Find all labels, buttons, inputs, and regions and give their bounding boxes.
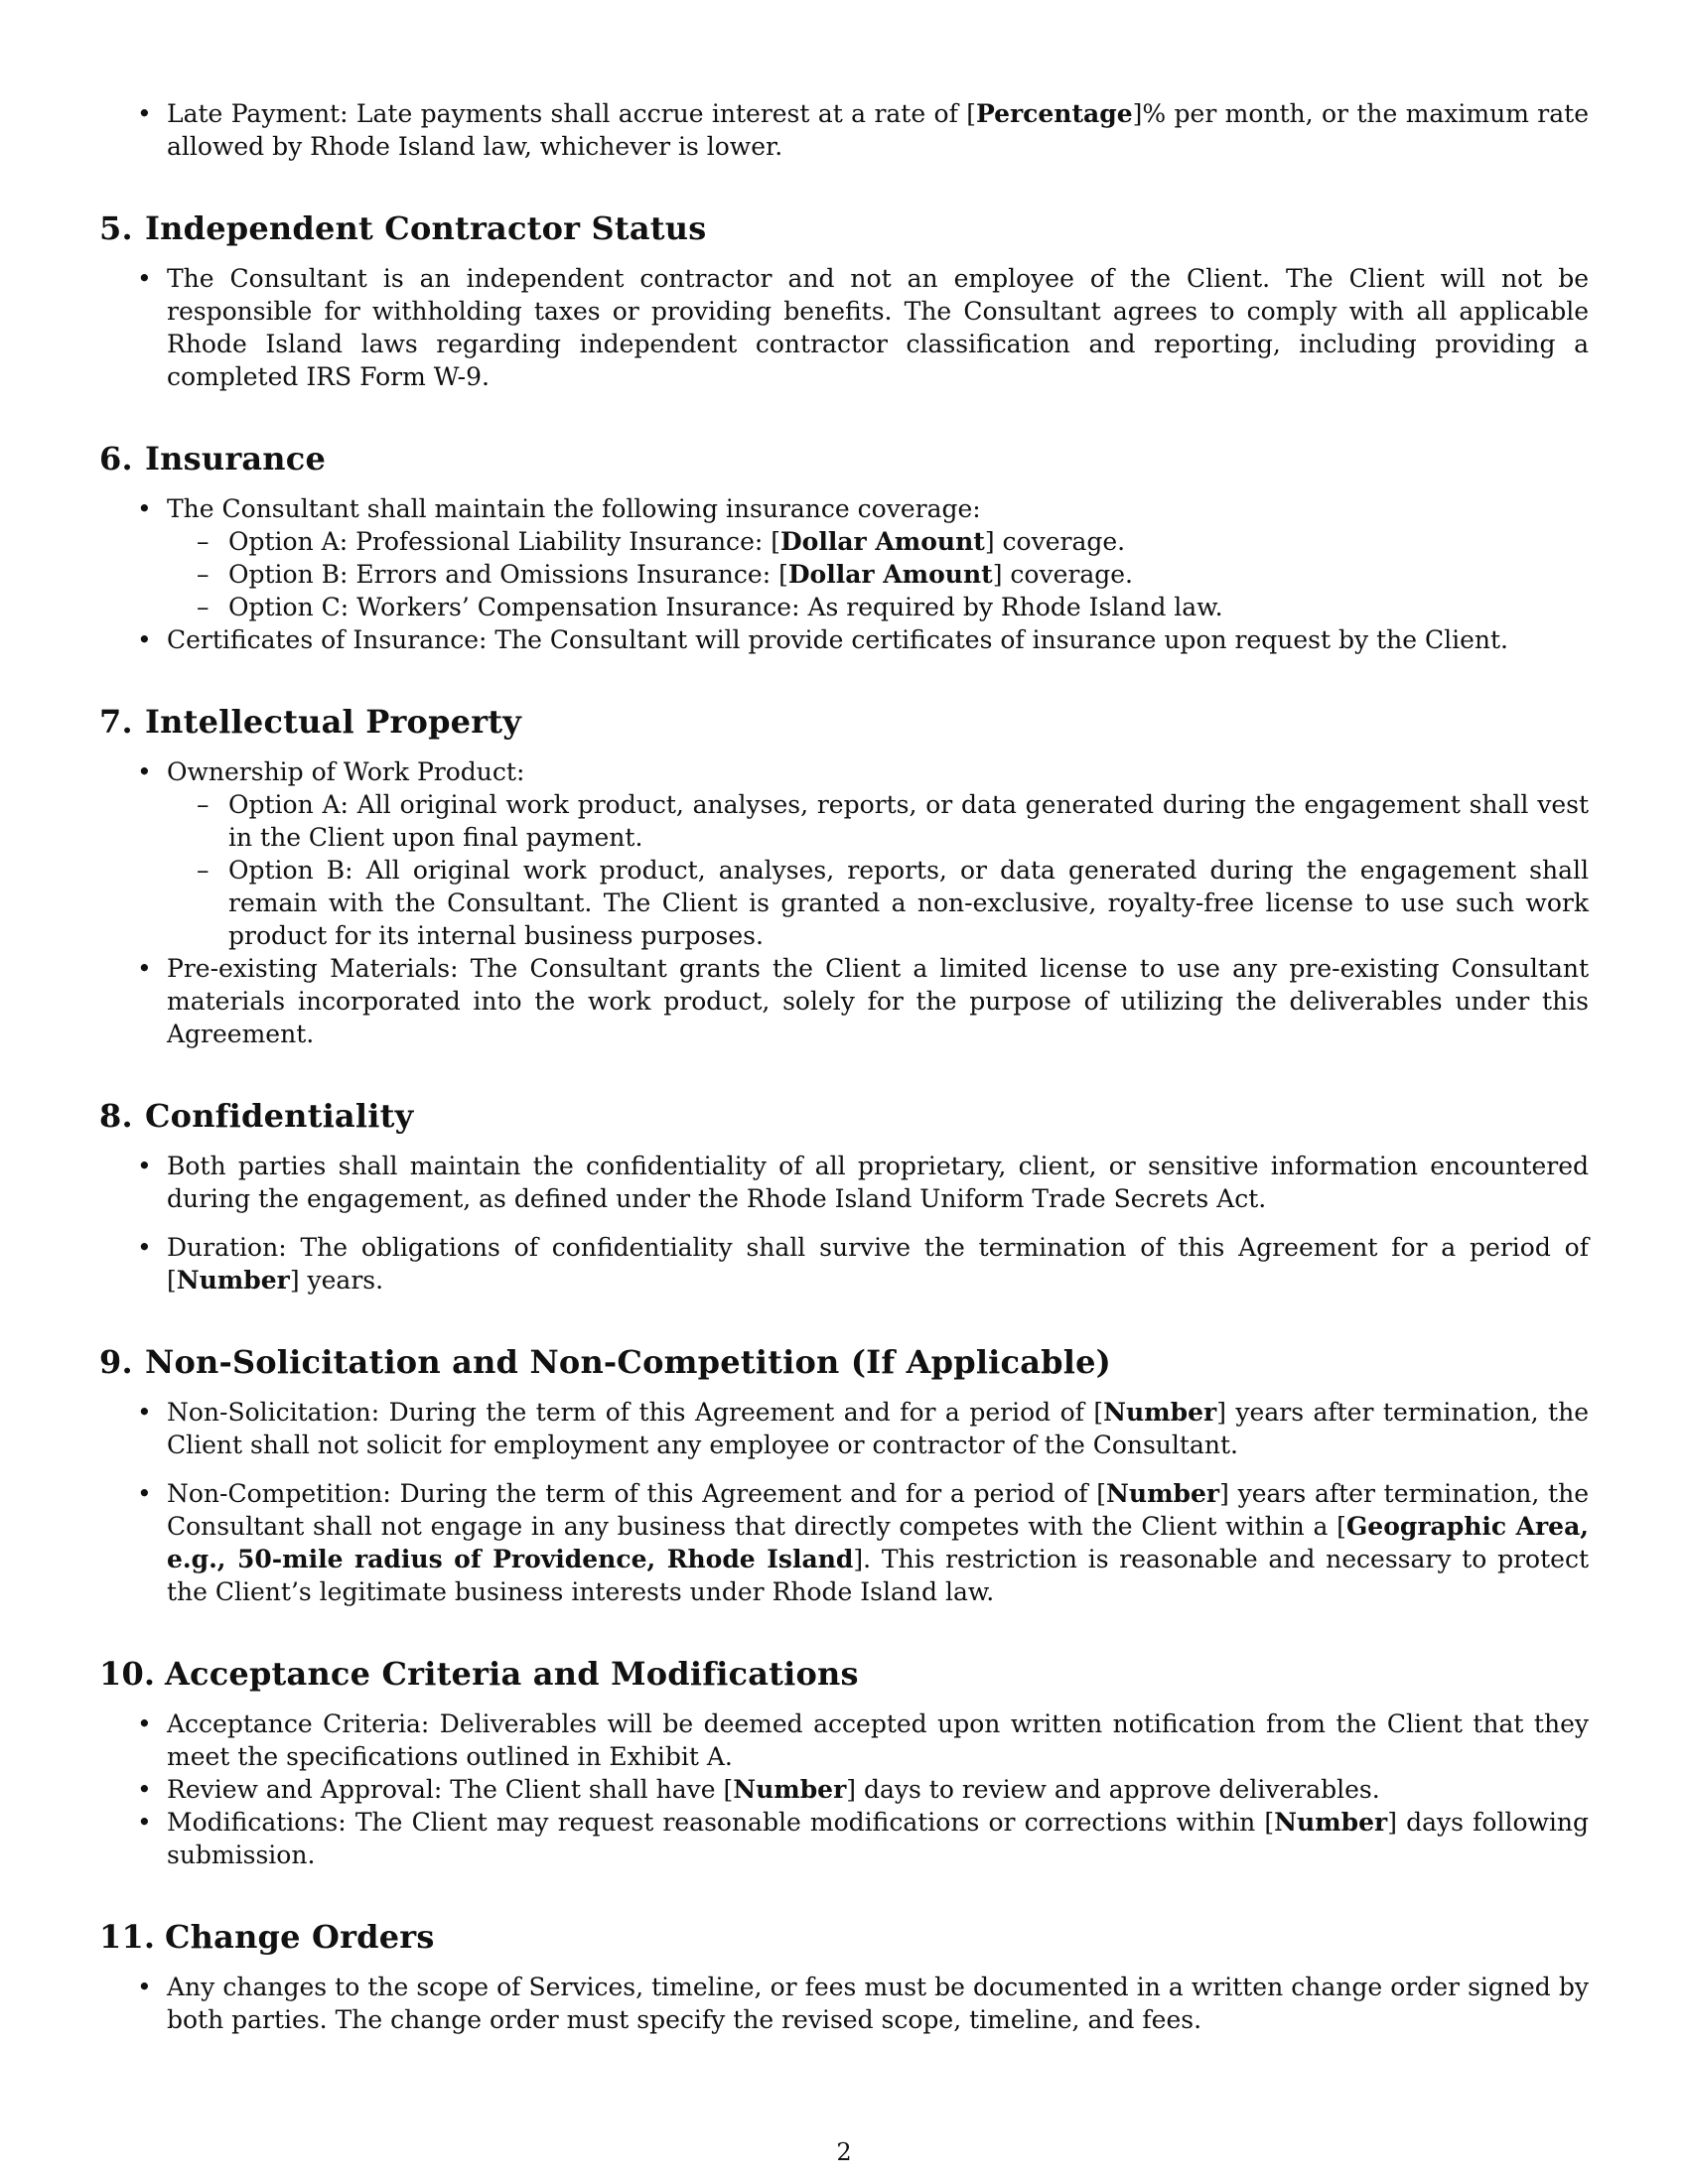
section-8-item-duration [99,1231,1589,1297]
section-6-title: Insurance [145,440,327,478]
section-6-list [99,492,1589,656]
section-6-item-coverage [99,492,1589,623]
non-solicitation-placeholder: Number [1103,1398,1217,1427]
section-11-item: • Any changes to the scope of Services, timeline, or fees must be documented in a written change order signed by both parties. The change order must specify the revised scope, timeline, and fees. [99,1971,1589,2036]
option-a-placeholder: Dollar Amount [779,527,985,556]
document-body [99,97,1589,2036]
review-text-before: Review and Approval: The Client shall have [ [167,1775,734,1804]
late-payment-list [99,97,1589,163]
section-6-item-certificates: • Certificates of Insurance: The Consultant will provide certificates of insurance upon request by the Client. [99,623,1589,656]
section-6-heading [99,439,1589,478]
section-8-heading [99,1096,1589,1136]
section-7-heading [99,702,1589,742]
section-7-title: Intellectual Property [145,703,522,741]
non-competition-text-after: ]. This restriction is reasonable and necessary to protect the Client’s legitimate business interests under Rhode Island law. [167,1545,1589,1606]
section-5-item: • The Consultant is an independent contractor and not an employee of the Client. The Client will not be responsible for withholding taxes or providing benefits. The Consultant agrees to comply with all applicable Rhode Island laws regarding independent contractor classification and reporting, including providing a completed IRS Form W-9. [99,262,1589,393]
option-b-placeholder: Dollar Amount [787,560,993,589]
section-5-number: 5. [99,209,133,247]
section-10-item-review [99,1773,1589,1806]
section-7-list [99,755,1589,1050]
duration-placeholder: Number [176,1266,290,1295]
section-7-option-a: – Option A: All original work product, analyses, reports, or data generated during the engagement shall vest in the Client upon final payment. [167,788,1589,854]
section-9-number: 9. [99,1343,133,1381]
section-6-item-coverage-text: The Consultant shall maintain the following insurance coverage: [167,494,981,523]
modifications-text-after: ] days following submission. [167,1808,1589,1869]
section-6 [99,439,1589,656]
section-9-heading [99,1342,1589,1382]
section-9 [99,1342,1589,1608]
section-5-list [99,262,1589,393]
section-5-heading [99,208,1589,248]
section-5-title: Independent Contractor Status [145,209,707,247]
late-payment-placeholder: Percentage [975,99,1133,128]
non-competition-text-middle: ] years after termination, the Consultant shall not engage in any business that directly competes with the Client within a [ [167,1479,1589,1541]
section-7-item-ownership [99,755,1589,952]
non-competition-placeholder-area: Geographic Area, e.g., 50-mile radius of Providence, Rhode Island [167,1512,1589,1573]
modifications-text-before: Modifications: The Client may request reasonable modifications or corrections within [ [167,1808,1275,1837]
section-10-item-acceptance: • Acceptance Criteria: Deliverables will be deemed accepted upon written notification from the Client that they meet the specifications outlined in Exhibit A. [99,1707,1589,1773]
section-10-title: Acceptance Criteria and Modifications [165,1655,859,1693]
section-11-list [99,1971,1589,2036]
section-7-options [167,788,1589,952]
section-7-option-b: – Option B: All original work product, analyses, reports, or data generated during the engagement shall remain with the Consultant. The Client is granted a non-exclusive, royalty-free license to use such work product for its internal business purposes. [167,854,1589,952]
section-5 [99,208,1589,393]
non-solicitation-text-before: Non-Solicitation: During the term of this Agreement and for a period of [ [167,1398,1104,1427]
section-7 [99,702,1589,1050]
review-text-after: ] days to review and approve deliverables. [846,1775,1380,1804]
section-10-heading [99,1654,1589,1694]
section-11 [99,1917,1589,2036]
section-6-option-b [167,558,1589,591]
section-11-title: Change Orders [165,1918,435,1956]
section-10-number: 10. [99,1655,156,1693]
section-7-item-preexisting: • Pre-existing Materials: The Consultant grants the Client a limited license to use any pre-existing Consultant materials incorporated into the work product, solely for the purpose of utilizing the deliverables under this Agreement. [99,952,1589,1050]
option-a-text-before: Option A: Professional Liability Insurance: [ [228,527,780,556]
non-competition-placeholder-number: Number [1106,1479,1220,1508]
option-b-text-after: ] coverage. [992,560,1133,589]
section-8-item-confidentiality: • Both parties shall maintain the confidentiality of all proprietary, client, or sensitive information encountered during the engagement, as defined under the Rhode Island Uniform Trade Secrets Act. [99,1150,1589,1215]
section-11-number: 11. [99,1918,156,1956]
section-6-number: 6. [99,440,133,478]
late-payment-text-before: Late Payment: Late payments shall accrue interest at a rate of [ [167,99,976,128]
section-8 [99,1096,1589,1297]
section-6-options [167,525,1589,623]
section-10-list [99,1707,1589,1871]
option-b-text-before: Option B: Errors and Omissions Insurance: [ [228,560,788,589]
section-8-title: Confidentiality [145,1097,414,1135]
option-a-text-after: ] coverage. [984,527,1126,556]
late-payment-text-after: ]% per month, or the maximum rate allowed by Rhode Island law, whichever is lower. [167,99,1589,161]
review-placeholder: Number [733,1775,847,1804]
duration-text-after: ] years. [289,1266,384,1295]
non-competition-text-before: Non-Competition: During the term of this Agreement and for a period of [ [167,1479,1107,1508]
late-payment-item [99,97,1589,163]
page-number: 2 [836,2138,852,2166]
duration-text-before: Duration: The obligations of confidentiality shall survive the termination of this Agreement for a period of [ [167,1233,1589,1295]
section-10-item-modifications [99,1806,1589,1871]
section-11-heading [99,1917,1589,1957]
section-9-title: Non-Solicitation and Non-Competition (If Applicable) [145,1343,1111,1381]
modifications-placeholder: Number [1274,1808,1388,1837]
section-8-list [99,1150,1589,1297]
section-9-list [99,1396,1589,1608]
non-solicitation-text-after: ] years after termination, the Client shall not solicit for employment any employee or contractor of the Consultant. [167,1398,1589,1459]
section-7-item-ownership-text: Ownership of Work Product: [167,757,525,786]
section-6-option-c: – Option C: Workers’ Compensation Insurance: As required by Rhode Island law. [167,591,1589,623]
section-6-option-a [167,525,1589,558]
section-10 [99,1654,1589,1871]
section-9-item-non-competition [99,1477,1589,1608]
section-7-number: 7. [99,703,133,741]
section-8-number: 8. [99,1097,133,1135]
section-9-item-non-solicitation [99,1396,1589,1461]
